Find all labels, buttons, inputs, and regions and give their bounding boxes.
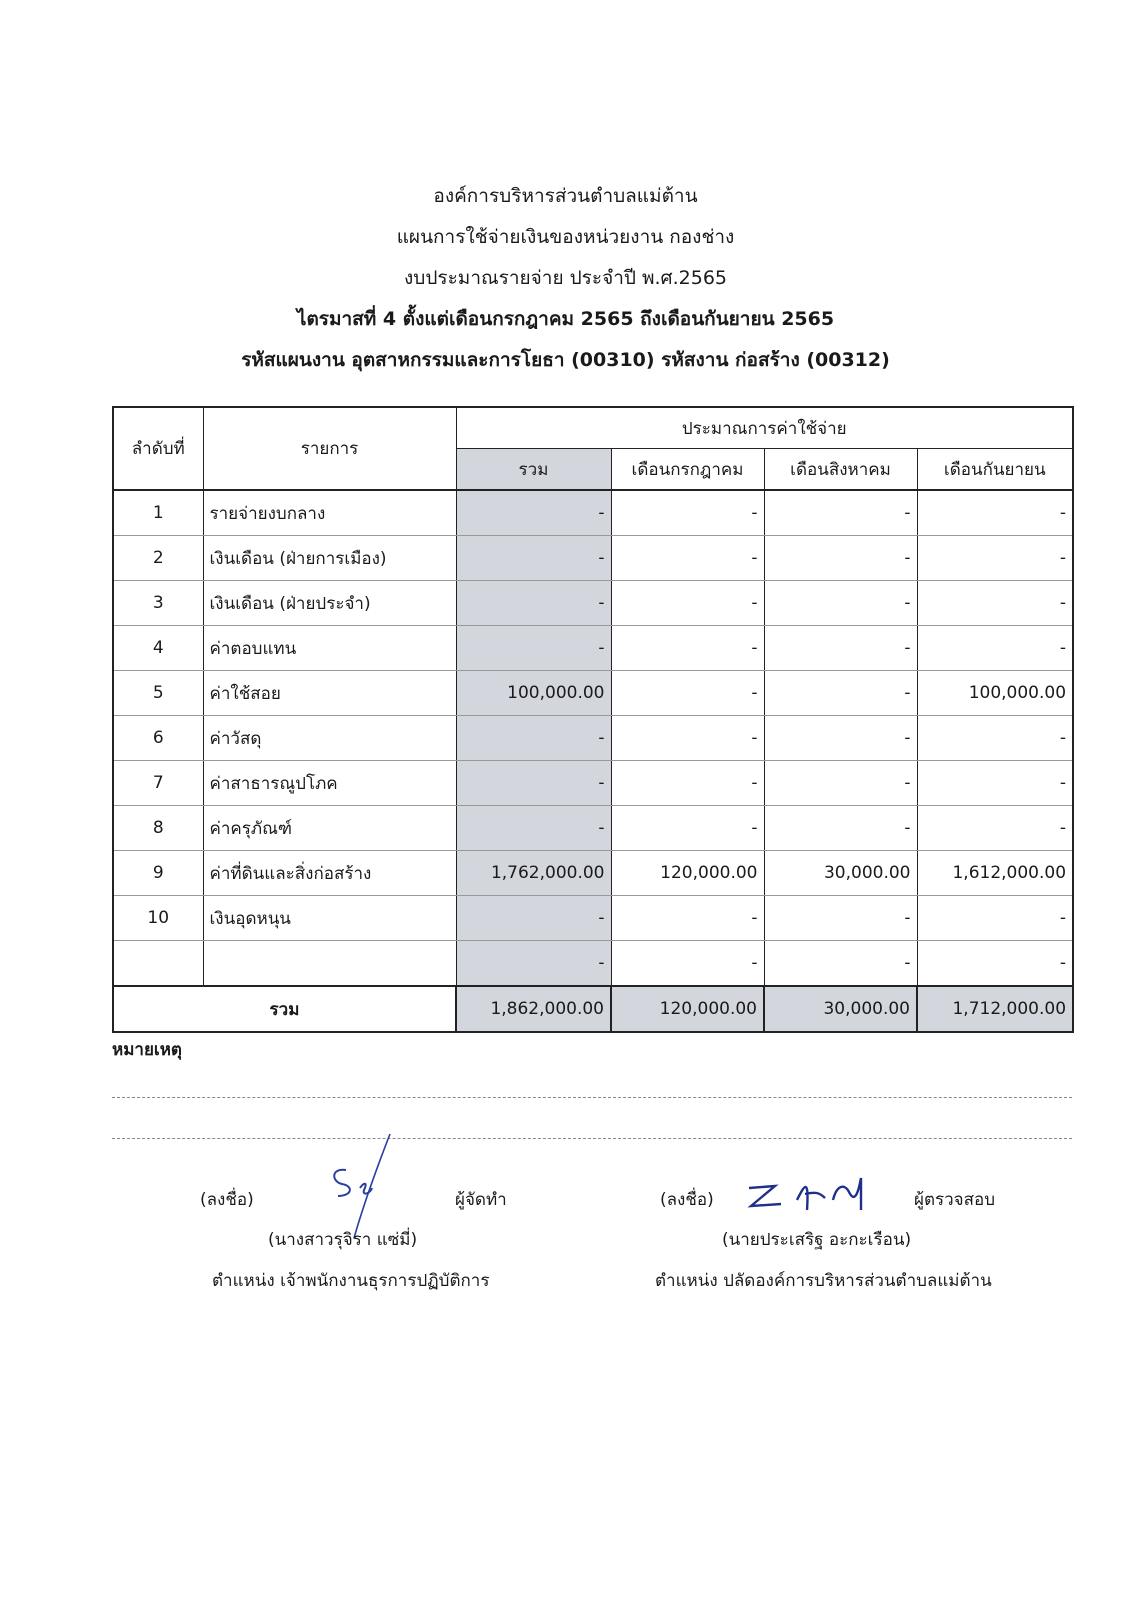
row-item: ค่าใช้สอย (203, 671, 456, 716)
col-item-header: รายการ (203, 407, 456, 490)
left-sign-prefix: (ลงชื่อ) (200, 1190, 254, 1210)
col-september-header: เดือนกันยายน (917, 449, 1073, 491)
row-september: - (917, 761, 1073, 806)
plan-title: แผนการใช้จ่ายเงินของหน่วยงาน กองช่าง (396, 226, 735, 248)
document-header (0, 186, 1131, 391)
row-august: - (764, 896, 917, 941)
row-item: เงินเดือน (ฝ่ายประจำ) (203, 581, 456, 626)
row-item: ค่าสาธารณูปโภค (203, 761, 456, 806)
row-no: 1 (113, 490, 203, 536)
row-no: 2 (113, 536, 203, 581)
row-september: - (917, 716, 1073, 761)
left-signature-image (320, 1130, 410, 1240)
total-july: 120,000.00 (611, 986, 764, 1032)
row-total: - (456, 536, 611, 581)
right-signature-image (745, 1170, 875, 1220)
row-july: - (611, 671, 764, 716)
row-total: 1,762,000.00 (456, 851, 611, 896)
total-sum: 1,862,000.00 (456, 986, 611, 1032)
table-row (113, 761, 1073, 806)
row-august: - (764, 761, 917, 806)
row-august: - (764, 581, 917, 626)
row-august: - (764, 536, 917, 581)
row-no: 7 (113, 761, 203, 806)
row-no: 3 (113, 581, 203, 626)
table-row (113, 896, 1073, 941)
org-name: องค์การบริหารส่วนตำบลแม่ต้าน (433, 185, 698, 207)
table-row (113, 536, 1073, 581)
row-september: - (917, 941, 1073, 987)
row-july: - (611, 941, 764, 987)
row-august: - (764, 716, 917, 761)
col-no-header: ลำดับที่ (113, 407, 203, 490)
total-row (113, 986, 1073, 1032)
row-september: - (917, 896, 1073, 941)
remark-label: หมายเหตุ (112, 1040, 182, 1060)
row-august: - (764, 806, 917, 851)
col-estimate-header: ประมาณการค่าใช้จ่าย (456, 407, 1073, 449)
table-row (113, 851, 1073, 896)
row-item: ค่าที่ดินและสิ่งก่อสร้าง (203, 851, 456, 896)
row-no: 8 (113, 806, 203, 851)
row-no: 6 (113, 716, 203, 761)
row-september: 100,000.00 (917, 671, 1073, 716)
remark-line-2 (112, 1138, 1072, 1139)
total-label: รวม (113, 986, 456, 1032)
row-july: - (611, 536, 764, 581)
row-august: - (764, 671, 917, 716)
plan-codes: รหัสแผนงาน อุตสาหกรรมและการโยธา (00310) รหัสงาน ก่อสร้าง (00312) (241, 349, 890, 371)
row-august: - (764, 490, 917, 536)
right-signer-position: ตำแหน่ง ปลัดองค์การบริหารส่วนตำบลแม่ต้าน (655, 1271, 992, 1291)
row-september: - (917, 581, 1073, 626)
total-september: 1,712,000.00 (917, 986, 1073, 1032)
col-total-header: รวม (456, 449, 611, 491)
row-item: รายจ่ายงบกลาง (203, 490, 456, 536)
row-no: 4 (113, 626, 203, 671)
row-no: 10 (113, 896, 203, 941)
col-august-header: เดือนสิงหาคม (764, 449, 917, 491)
row-july: - (611, 581, 764, 626)
right-sign-role: ผู้ตรวจสอบ (914, 1190, 996, 1210)
col-july-header: เดือนกรกฎาคม (611, 449, 764, 491)
left-signer-name: (นางสาวรุจิรา แซ่มี่) (268, 1230, 418, 1250)
table-row (113, 941, 1073, 987)
row-september: - (917, 806, 1073, 851)
row-item: เงินอุดหนุน (203, 896, 456, 941)
row-total: - (456, 941, 611, 987)
left-sign-role: ผู้จัดทำ (455, 1190, 507, 1210)
row-no (113, 941, 203, 987)
row-total: - (456, 581, 611, 626)
right-signer-name: (นายประเสริฐ อะกะเรือน) (722, 1230, 912, 1250)
total-august: 30,000.00 (764, 986, 917, 1032)
row-september: 1,612,000.00 (917, 851, 1073, 896)
table-row (113, 716, 1073, 761)
table-row (113, 626, 1073, 671)
row-item: ค่าวัสดุ (203, 716, 456, 761)
row-september: - (917, 626, 1073, 671)
row-total: 100,000.00 (456, 671, 611, 716)
row-item (203, 941, 456, 987)
row-july: - (611, 896, 764, 941)
table-row (113, 581, 1073, 626)
row-total: - (456, 896, 611, 941)
quarter-period: ไตรมาสที่ 4 ตั้งแต่เดือนกรกฎาคม 2565 ถึงเดือนกันยายน 2565 (296, 308, 835, 330)
budget-table (112, 406, 1074, 1033)
row-september: - (917, 490, 1073, 536)
row-no: 5 (113, 671, 203, 716)
row-august: - (764, 626, 917, 671)
row-total: - (456, 761, 611, 806)
row-total: - (456, 626, 611, 671)
row-july: - (611, 716, 764, 761)
row-item: ค่าครุภัณฑ์ (203, 806, 456, 851)
row-total: - (456, 490, 611, 536)
budget-year: งบประมาณรายจ่าย ประจำปี พ.ศ.2565 (404, 267, 727, 289)
row-july: - (611, 806, 764, 851)
row-september: - (917, 536, 1073, 581)
right-sign-prefix: (ลงชื่อ) (660, 1190, 714, 1210)
table-row (113, 490, 1073, 536)
table-row (113, 671, 1073, 716)
row-july: - (611, 761, 764, 806)
row-august: - (764, 941, 917, 987)
table-row (113, 806, 1073, 851)
remark-line-1 (112, 1097, 1072, 1098)
row-july: - (611, 626, 764, 671)
row-no: 9 (113, 851, 203, 896)
row-total: - (456, 806, 611, 851)
row-total: - (456, 716, 611, 761)
row-august: 30,000.00 (764, 851, 917, 896)
left-signer-position: ตำแหน่ง เจ้าพนักงานธุรการปฏิบัติการ (212, 1271, 490, 1291)
row-july: - (611, 490, 764, 536)
row-item: เงินเดือน (ฝ่ายการเมือง) (203, 536, 456, 581)
row-july: 120,000.00 (611, 851, 764, 896)
row-item: ค่าตอบแทน (203, 626, 456, 671)
